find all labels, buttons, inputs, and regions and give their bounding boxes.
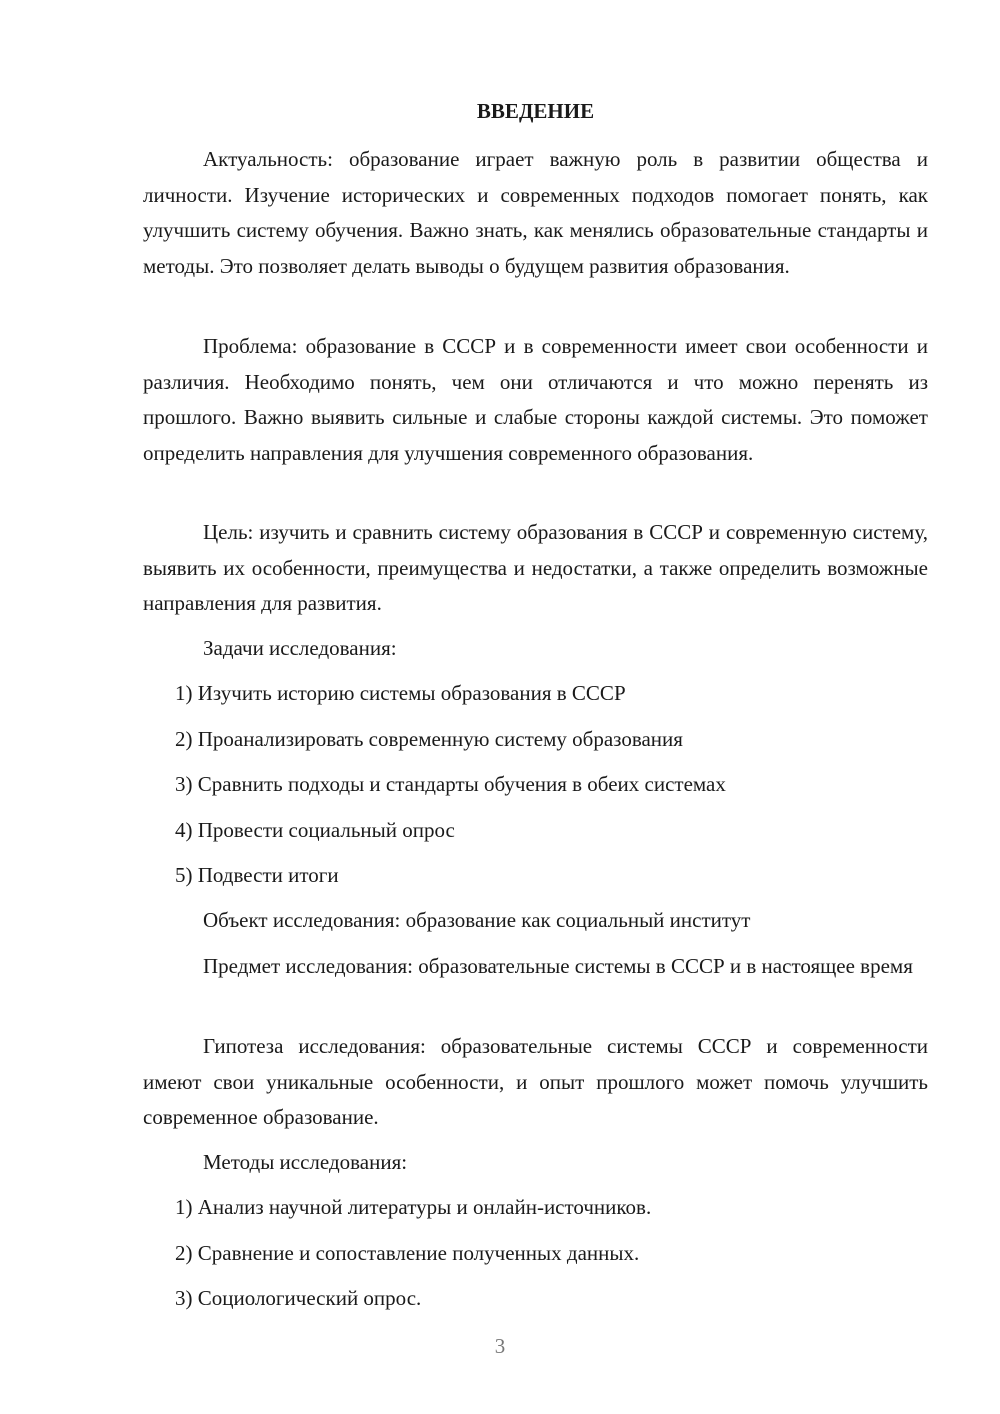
task-item: 3) Сравнить подходы и стандарты обучения в обеих системах xyxy=(175,772,726,796)
section-title: ВВЕДЕНИЕ xyxy=(476,99,595,123)
method-item: 3) Социологический опрос. xyxy=(175,1286,422,1310)
object-line: Объект исследования: образование как социальный институт xyxy=(203,908,751,932)
problem-paragraph: Проблема: образование в СССР и в современности имеет свои особенности и различия. Необходимо понять, чем они отличаются и что можно перенять из прошлого. Важно выявить сильные и слабые стороны каждой системы. Это поможет определить направления для улучшения современного образования. xyxy=(143,334,928,465)
task-item: 1) Изучить историю системы образования в СССР xyxy=(175,681,626,705)
task-item: 2) Проанализировать современную систему образования xyxy=(175,727,683,751)
tasks-heading: Задачи исследования: xyxy=(203,636,397,660)
goal-paragraph: Цель: изучить и сравнить систему образования в СССР и современную систему, выявить их особенности, преимущества и недостатки, а также определить возможные направления для развития. xyxy=(143,520,928,615)
task-item: 4) Провести социальный опрос xyxy=(175,818,455,842)
task-item: 5) Подвести итоги xyxy=(175,863,339,887)
page-number: 3 xyxy=(494,1334,506,1358)
method-item: 1) Анализ научной литературы и онлайн-источников. xyxy=(175,1195,652,1219)
hypothesis-paragraph: Гипотеза исследования: образовательные системы СССР и современности имеют свои уникальные особенности, и опыт прошлого может помочь улучшить современное образование. xyxy=(143,1034,928,1129)
method-item: 2) Сравнение и сопоставление полученных данных. xyxy=(175,1241,640,1265)
subject-paragraph: Предмет исследования: образовательные системы в СССР и в настоящее время xyxy=(203,954,913,978)
relevance-paragraph: Актуальность: образование играет важную роль в развитии общества и личности. Изучение исторических и современных подходов помогает понять, как улучшить систему обучения. Важно знать, как менялись образовательные стандарты и методы. Это позволяет делать выводы о будущем развития образования. xyxy=(143,147,928,278)
methods-heading: Методы исследования: xyxy=(203,1150,408,1174)
